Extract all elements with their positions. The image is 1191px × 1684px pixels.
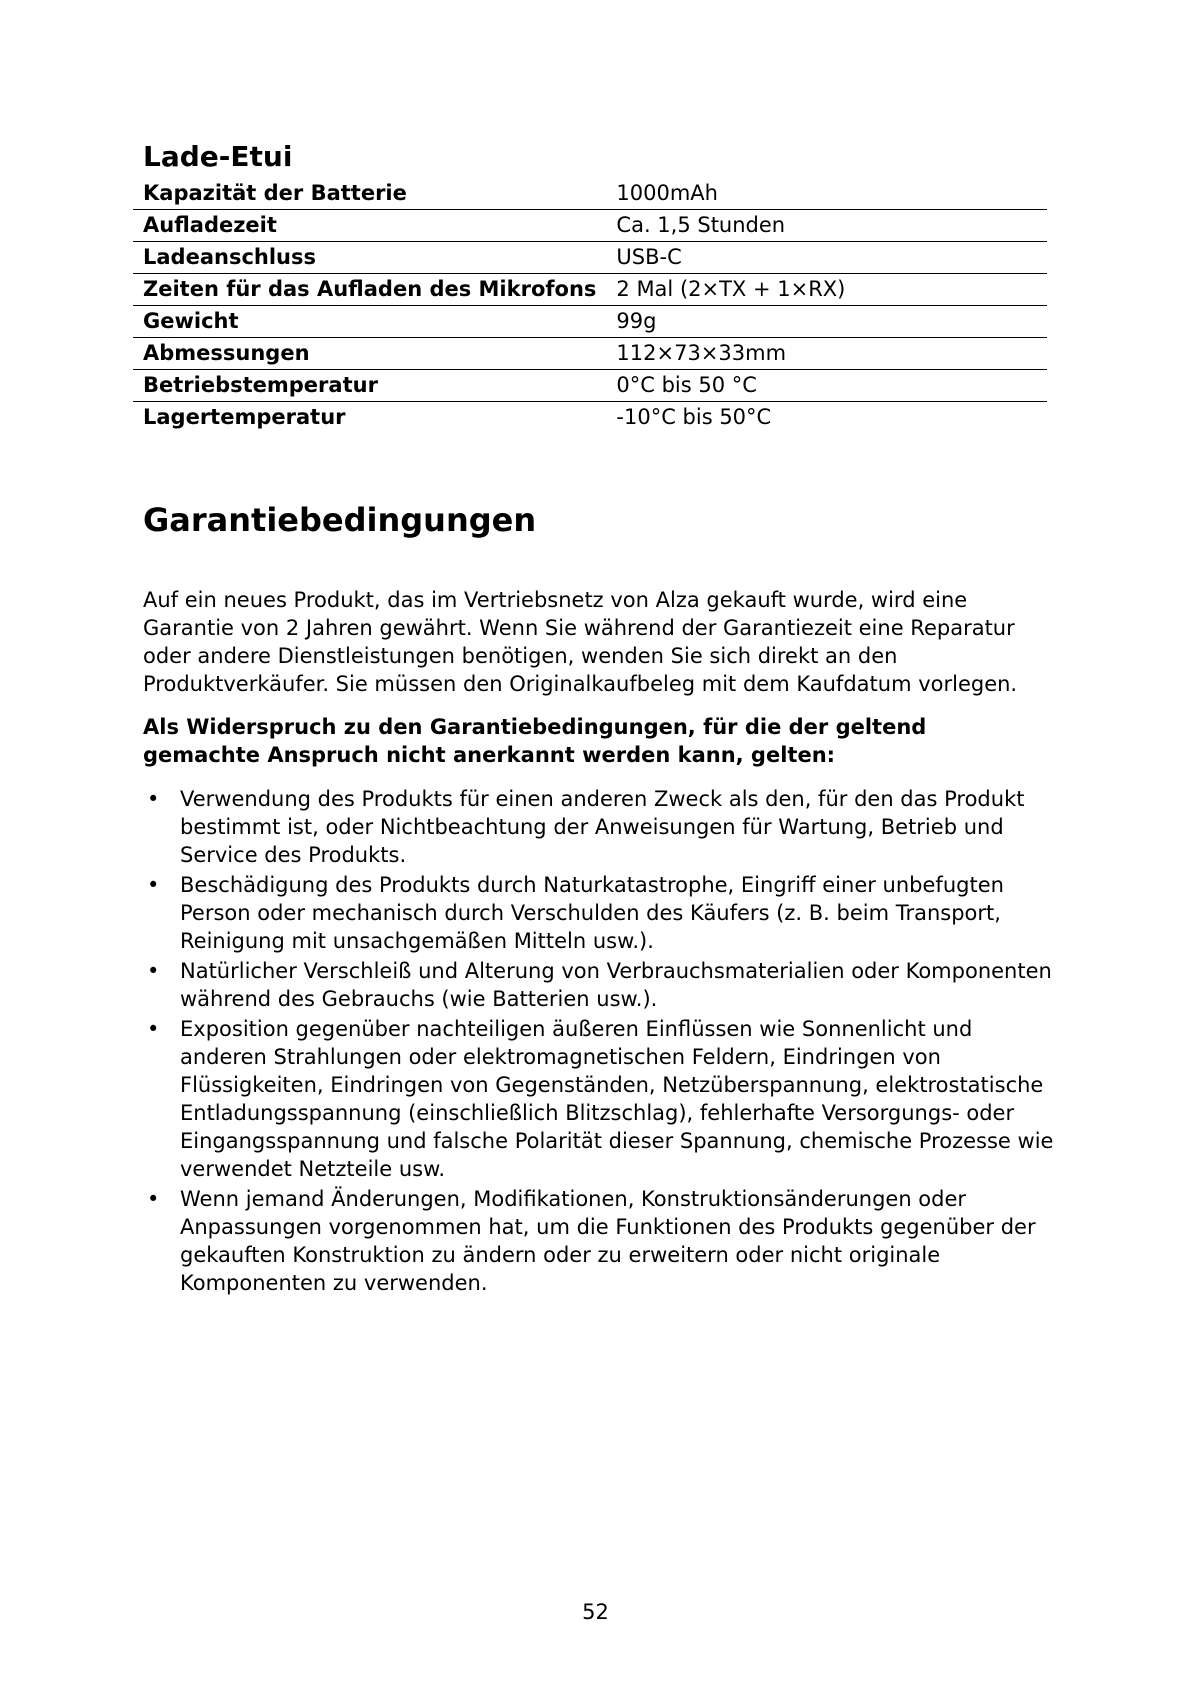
- spec-label: Zeiten für das Aufladen des Mikrofons: [143, 277, 597, 301]
- page-number: 52: [582, 1600, 609, 1624]
- exclusions-list: [143, 785, 1063, 1299]
- spec-row: [133, 178, 1047, 210]
- bullet-icon: •: [147, 1187, 160, 1211]
- spec-value: 2 Mal (2×TX + 1×RX): [616, 277, 846, 301]
- spec-label: Ladeanschluss: [143, 245, 316, 269]
- spec-row: [133, 338, 1047, 370]
- warranty-intro: Auf ein neues Produkt, das im Vertriebsnetz von Alza gekauft wurde, wird eine Garantie von 2 Jahren gewährt. Wenn Sie während der Garantiezeit eine Reparatur oder andere Dienstleistungen benötigen, wenden Sie sich direkt an den Produktverkäufer. Sie müssen den Originalkaufbeleg mit dem Kaufdatum vorlegen.: [143, 588, 1018, 696]
- spec-value: 99g: [616, 309, 657, 333]
- list-item: [143, 1185, 1063, 1297]
- spec-label: Gewicht: [143, 309, 239, 333]
- exclusions-heading: Als Widerspruch zu den Garantiebedingungen, für die der geltend gemachte Anspruch nicht anerkannt werden kann, gelten:: [143, 715, 927, 767]
- spec-value: Ca. 1,5 Stunden: [616, 213, 786, 237]
- list-item: [143, 1015, 1063, 1183]
- spec-value: 1000mAh: [616, 181, 718, 205]
- bullet-icon: •: [147, 873, 160, 897]
- spec-row: [133, 274, 1047, 306]
- list-item-text: Verwendung des Produkts für einen anderen Zweck als den, für den das Produkt bestimmt ist, oder Nichtbeachtung der Anweisungen für Wartung, Betrieb und Service des Produkts.: [180, 787, 1025, 867]
- bullet-icon: •: [147, 959, 160, 983]
- spec-table: [133, 178, 1047, 433]
- section-title: Lade-Etui: [143, 140, 293, 173]
- list-item-text: Beschädigung des Produkts durch Naturkatastrophe, Eingriff einer unbefugten Person oder mechanisch durch Verschulden des Käufers (z. B. beim Transport, Reinigung mit unsachgemäßen Mitteln usw.).: [180, 873, 1004, 953]
- list-item: [143, 957, 1063, 1013]
- list-item-text: Exposition gegenüber nachteiligen äußeren Einflüssen wie Sonnenlicht und anderen Strahlungen oder elektromagnetischen Feldern, Eindringen von Flüssigkeiten, Eindringen von Gegenständen, Netzüberspannung, elektrostatische Entladungsspannung (einschließlich Blitzschlag), fehlerhafte Versorgungs- oder Eingangsspannung und falsche Polarität dieser Spannung, chemische Prozesse wie verwendet Netzteile usw.: [180, 1017, 1054, 1181]
- bullet-icon: •: [147, 787, 160, 811]
- list-item: [143, 785, 1063, 869]
- list-item-text: Wenn jemand Änderungen, Modifikationen, Konstruktionsänderungen oder Anpassungen vorgenommen hat, um die Funktionen des Produkts gegenüber der gekauften Konstruktion zu ändern oder zu erweitern oder nicht originale Komponenten zu verwenden.: [180, 1187, 1036, 1295]
- spec-label: Kapazität der Batterie: [143, 181, 407, 205]
- spec-value: 112×73×33mm: [616, 341, 787, 365]
- spec-row: [133, 210, 1047, 242]
- spec-value: -10°C bis 50°C: [616, 405, 772, 429]
- spec-value: USB-C: [616, 245, 682, 269]
- bullet-icon: •: [147, 1017, 160, 1041]
- spec-row: [133, 306, 1047, 338]
- spec-row: [133, 242, 1047, 274]
- list-item: [143, 871, 1063, 955]
- list-item-text: Natürlicher Verschleiß und Alterung von Verbrauchsmaterialien oder Komponenten während des Gebrauchs (wie Batterien usw.).: [180, 959, 1052, 1011]
- spec-row: [133, 402, 1047, 434]
- spec-row: [133, 370, 1047, 402]
- spec-label: Abmessungen: [143, 341, 310, 365]
- spec-label: Betriebstemperatur: [143, 373, 378, 397]
- spec-label: Lagertemperatur: [143, 405, 346, 429]
- spec-value: 0°C bis 50 °C: [616, 373, 757, 397]
- spec-label: Aufladezeit: [143, 213, 277, 237]
- warranty-title: Garantiebedingungen: [143, 501, 537, 539]
